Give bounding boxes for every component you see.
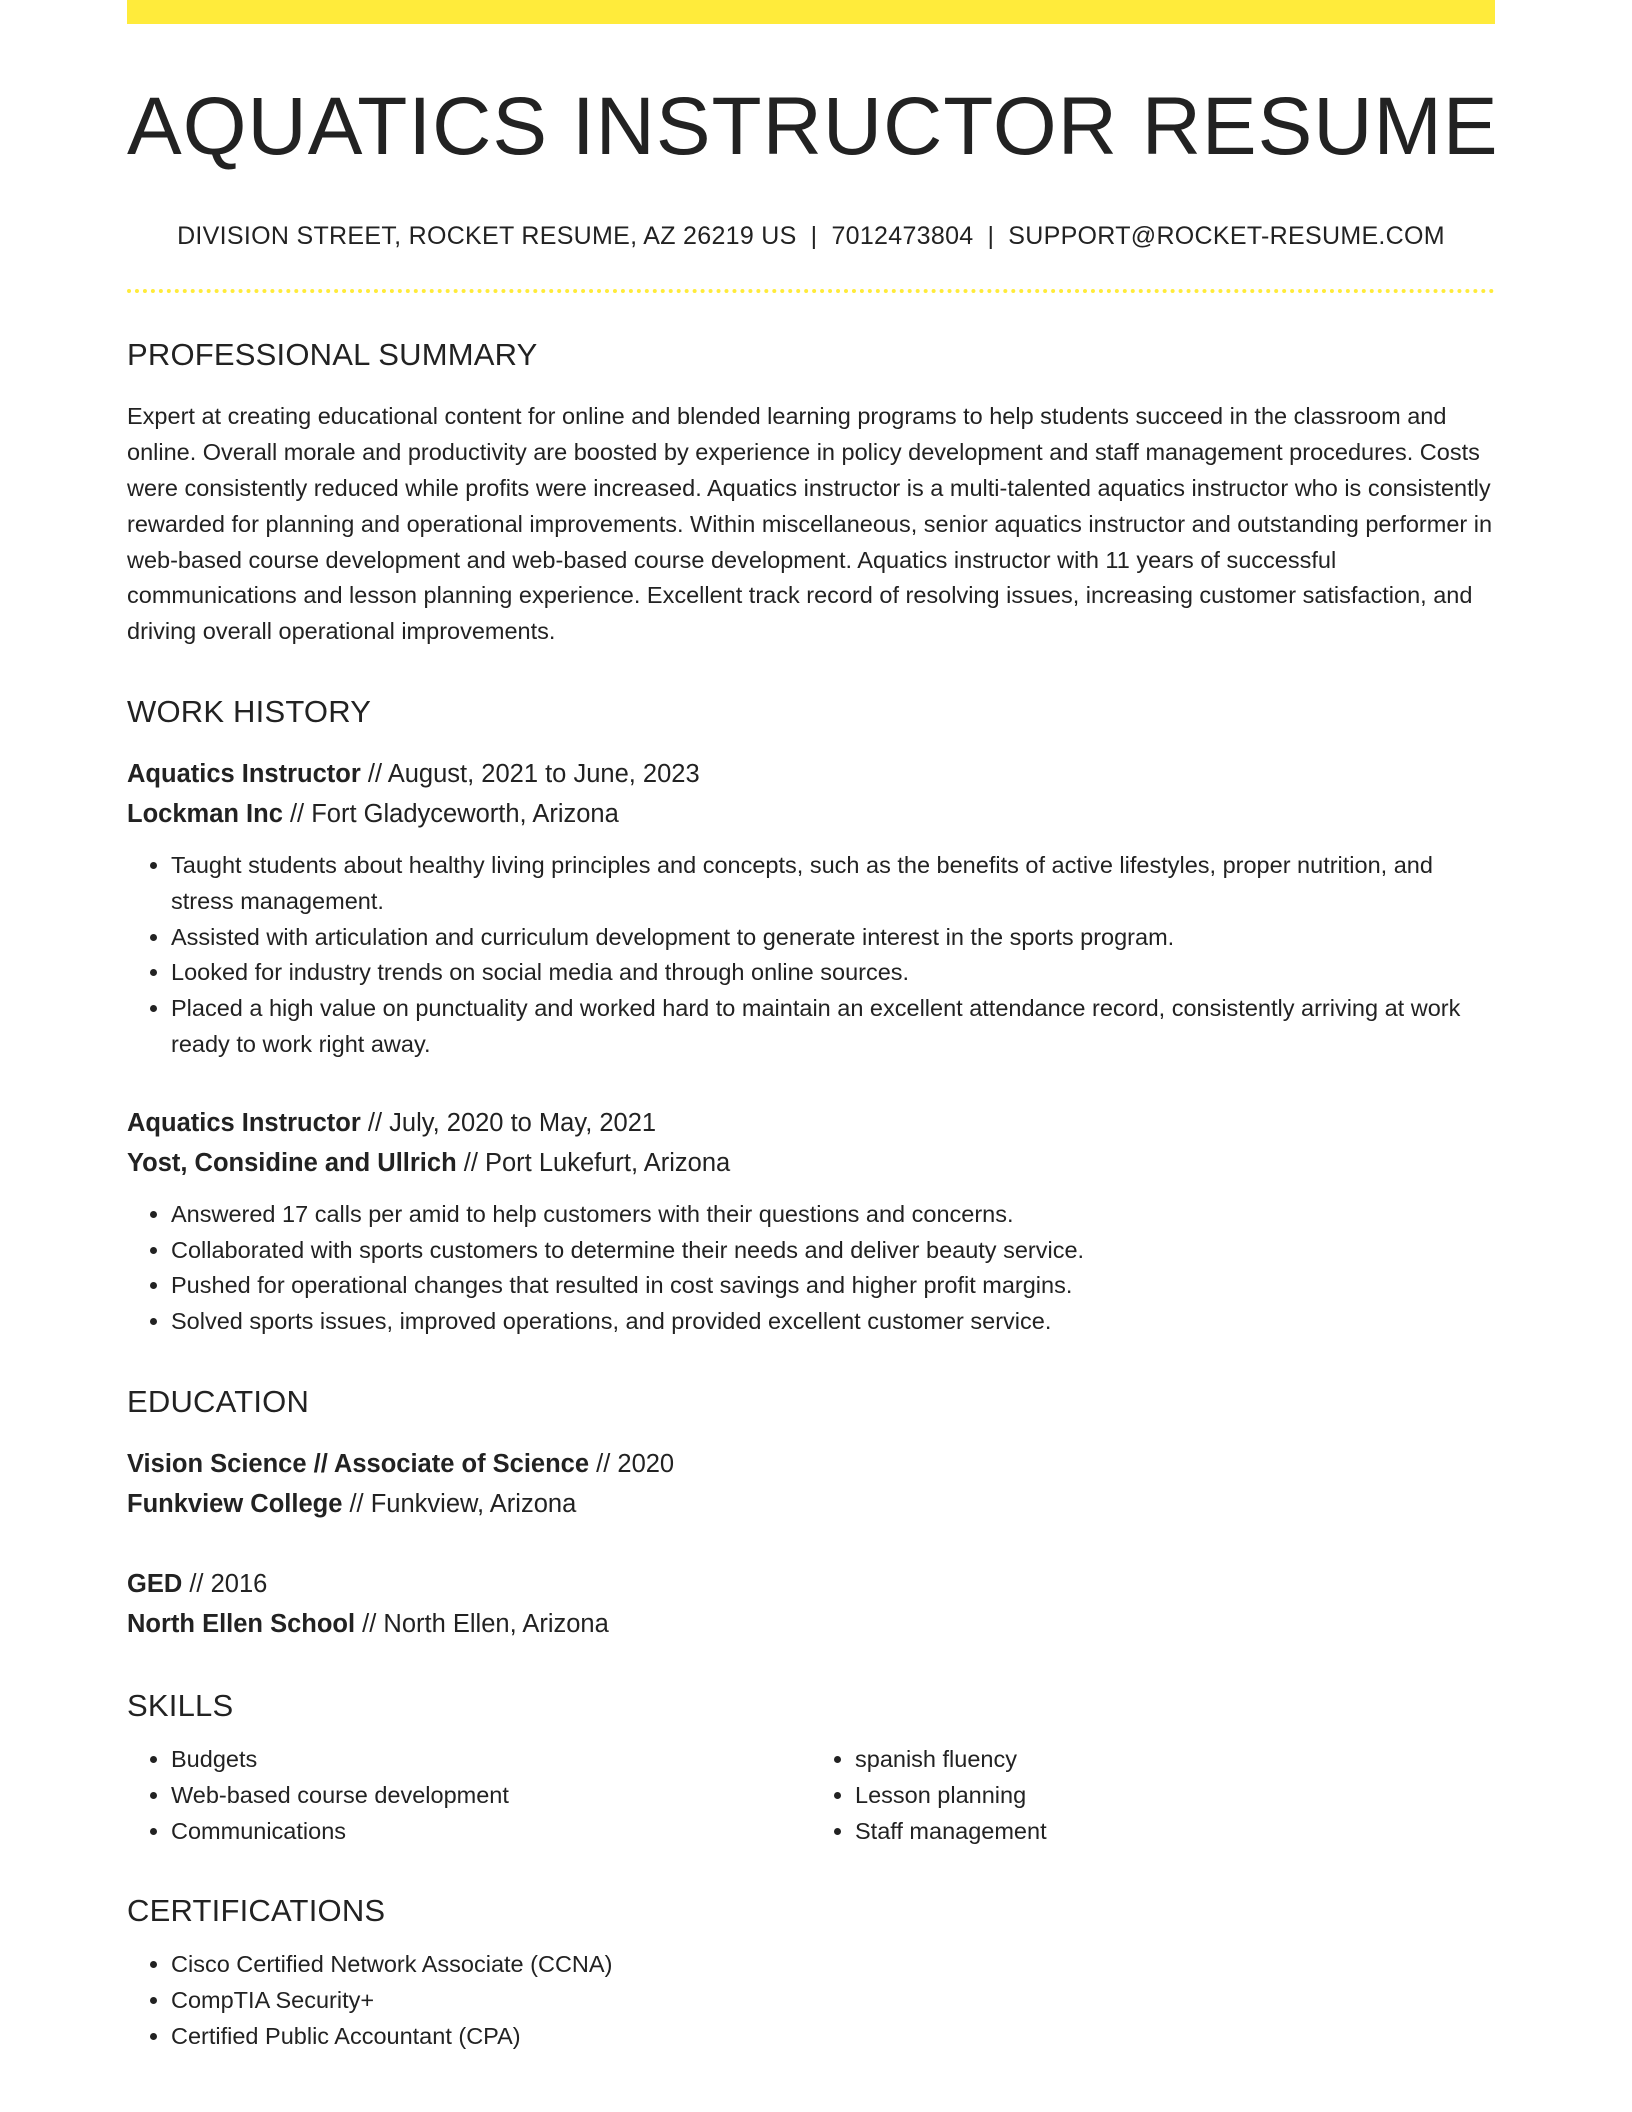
resume-page	[127, 0, 1499, 2055]
skill-item: • Lesson planning	[855, 1778, 1495, 1814]
education-location: // Funkview, Arizona	[342, 1489, 577, 1518]
job-bullet: • Assisted with articulation and curriculum development to generate interest in the sports program.	[171, 920, 1495, 956]
education-degree-line	[127, 1564, 1495, 1604]
work-history-heading: WORK HISTORY	[127, 693, 372, 729]
job-bullets	[127, 1197, 1495, 1340]
education-degree-line	[127, 1444, 1495, 1484]
job-dates: // August, 2021 to June, 2023	[360, 759, 700, 788]
job-bullets	[127, 848, 1495, 1063]
skills-list-right	[811, 1742, 1495, 1849]
job-bullet: • Collaborated with sports customers to determine their needs and deliver beauty service.	[171, 1233, 1495, 1269]
skill-item: • Communications	[171, 1814, 811, 1850]
job-company-line	[127, 794, 1495, 834]
job-location: // Port Lukefurt, Arizona	[456, 1148, 731, 1177]
contact-email: SUPPORT@ROCKET-RESUME.COM	[1008, 222, 1445, 251]
education-year: // 2020	[589, 1449, 675, 1478]
job-title: Aquatics Instructor	[127, 1108, 361, 1137]
skills-list-left	[127, 1742, 811, 1849]
job-title-line	[127, 1103, 1495, 1143]
education-school: North Ellen School	[127, 1609, 356, 1638]
skills-heading: SKILLS	[127, 1687, 234, 1723]
education-year: // 2016	[182, 1569, 268, 1598]
job-entry	[127, 754, 1495, 1063]
skill-item: • spanish fluency	[855, 1742, 1495, 1778]
summary-heading: PROFESSIONAL SUMMARY	[127, 337, 538, 373]
contact-line	[127, 222, 1495, 251]
dotted-divider	[127, 289, 1495, 293]
contact-phone: 7012473804	[831, 222, 974, 251]
education-entry	[127, 1564, 1495, 1644]
education-entry	[127, 1444, 1495, 1524]
education-school-line	[127, 1604, 1495, 1644]
skill-item: • Staff management	[855, 1814, 1495, 1850]
job-company-line	[127, 1143, 1495, 1183]
certification-item: • Certified Public Accountant (CPA)	[171, 2019, 1495, 2055]
certifications-list	[127, 1947, 1495, 2054]
job-bullet: • Pushed for operational changes that resulted in cost savings and higher profit margins.	[171, 1268, 1495, 1304]
resume-title: AQUATICS INSTRUCTOR RESUME	[127, 81, 1499, 172]
contact-separator: |	[987, 222, 995, 251]
job-company: Yost, Considine and Ullrich	[127, 1148, 457, 1177]
job-bullet: • Answered 17 calls per amid to help customers with their questions and concerns.	[171, 1197, 1495, 1233]
certifications-heading: CERTIFICATIONS	[127, 1893, 386, 1929]
skill-item: • Budgets	[171, 1742, 811, 1778]
job-bullet: • Taught students about healthy living principles and concepts, such as the benefits of active lifestyles, proper nutrition, and stress management.	[171, 848, 1495, 920]
job-title-line	[127, 754, 1495, 794]
education-heading: EDUCATION	[127, 1383, 310, 1419]
summary-text: Expert at creating educational content for online and blended learning programs to help students succeed in the classroom and online. Overall morale and productivity are boosted by experience in policy development and staff management procedures. Costs were consistently reduced while profits were increased. Aquatics instructor is a multi-talented aquatics instructor who is consistently rewarded for planning and operational improvements. Within miscellaneous, senior aquatics instructor and outstanding performer in web-based course development and web-based course development. Aquatics instructor with 11 years of successful communications and lesson planning experience. Excellent track record of resolving issues, increasing customer satisfaction, and driving overall operational improvements.	[127, 403, 1493, 645]
job-bullet: • Solved sports issues, improved operations, and provided excellent customer service.	[171, 1304, 1495, 1340]
contact-separator: |	[810, 222, 818, 251]
job-location: // Fort Gladyceworth, Arizona	[282, 799, 619, 828]
job-title: Aquatics Instructor	[127, 759, 361, 788]
certification-item: • CompTIA Security+	[171, 1983, 1495, 2019]
job-bullet: • Looked for industry trends on social media and through online sources.	[171, 955, 1495, 991]
education-location: // North Ellen, Arizona	[355, 1609, 609, 1638]
job-dates: // July, 2020 to May, 2021	[360, 1108, 657, 1137]
certification-item: • Cisco Certified Network Associate (CCNA)	[171, 1947, 1495, 1983]
job-company: Lockman Inc	[127, 799, 283, 828]
education-degree: GED	[127, 1569, 183, 1598]
job-entry	[127, 1103, 1495, 1340]
contact-address: DIVISION STREET, ROCKET RESUME, AZ 26219 US	[177, 222, 797, 251]
education-degree: Vision Science // Associate of Science	[127, 1449, 590, 1478]
skills-columns	[127, 1742, 1495, 1849]
education-school-line	[127, 1484, 1495, 1524]
job-bullet: • Placed a high value on punctuality and worked hard to maintain an excellent attendance record, consistently arriving at work ready to work right away.	[171, 991, 1495, 1063]
skill-item: • Web-based course development	[171, 1778, 811, 1814]
education-school: Funkview College	[127, 1489, 343, 1518]
